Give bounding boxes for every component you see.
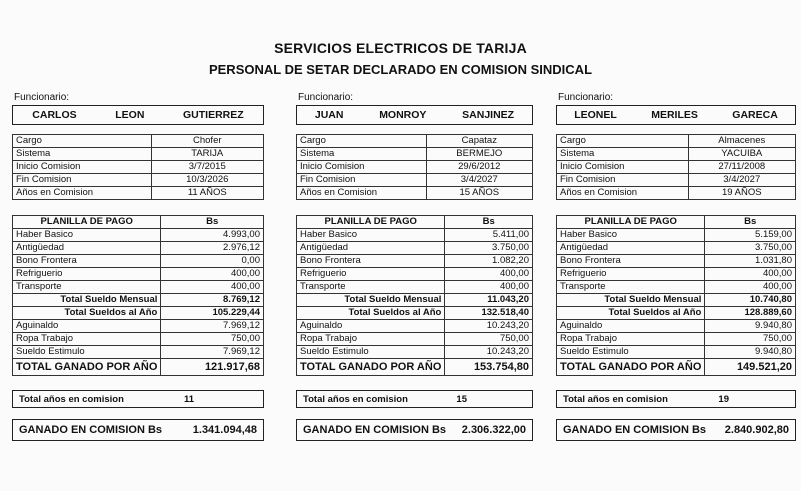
pay-table: [296, 215, 533, 376]
cell-label: Fin Comision: [557, 174, 689, 187]
cell-value: 3/4/2027: [688, 174, 795, 187]
row-total-ganado: [297, 359, 533, 376]
row-refrigerio: [13, 268, 264, 281]
row-haber: [557, 229, 796, 242]
cell-label: Aguinaldo: [557, 320, 705, 333]
cell-value: 10.243,20: [445, 320, 533, 333]
funcionario-name: [556, 105, 796, 125]
total-anios-value: 19: [718, 393, 729, 405]
cell-label: Sistema: [13, 148, 152, 161]
last-name: GARECA: [732, 109, 778, 121]
cell-label: Refriguerio: [557, 268, 705, 281]
middle-name: MERILES: [651, 109, 698, 121]
cell-value: 149.521,20: [705, 359, 796, 376]
row-inicio: [297, 161, 533, 174]
row-total-mensual: [13, 294, 264, 307]
cell-label: Haber Basico: [13, 229, 161, 242]
pay-header: [297, 216, 533, 229]
row-ropa: [297, 333, 533, 346]
row-estimulo: [297, 346, 533, 359]
cell-value: BERMEJO: [426, 148, 532, 161]
row-estimulo: [13, 346, 264, 359]
row-total-ganado: [557, 359, 796, 376]
cell-label: Inicio Comision: [557, 161, 689, 174]
row-antiguedad: [13, 242, 264, 255]
cell-label: Años en Comision: [297, 187, 427, 200]
planilla-header: PLANILLA DE PAGO: [557, 216, 705, 229]
cell-value: 10.243,20: [445, 346, 533, 359]
row-total-anio: [13, 307, 264, 320]
cell-label: Ropa Trabajo: [297, 333, 445, 346]
cell-value: 7.969,12: [161, 320, 264, 333]
cell-label: Total Sueldo Mensual: [557, 294, 705, 307]
cell-label: Cargo: [557, 135, 689, 148]
pay-header: [557, 216, 796, 229]
cell-label: Bono Frontera: [557, 255, 705, 268]
total-anios-label: Total años en comision: [303, 393, 408, 405]
cell-label: Antigüedad: [557, 242, 705, 255]
cell-label: TOTAL GANADO POR AÑO: [297, 359, 445, 376]
funcionario-label: Funcionario:: [558, 92, 614, 103]
cell-value: 1.031,80: [705, 255, 796, 268]
row-sistema: [13, 148, 264, 161]
cell-value: 3/4/2027: [426, 174, 532, 187]
row-total-anio: [557, 307, 796, 320]
funcionario-label: Funcionario:: [14, 92, 70, 103]
row-bono: [557, 255, 796, 268]
cell-label: Años en Comision: [557, 187, 689, 200]
cell-value: 105.229,44: [161, 307, 264, 320]
row-transporte: [557, 281, 796, 294]
cell-label: TOTAL GANADO POR AÑO: [557, 359, 705, 376]
cell-label: Haber Basico: [297, 229, 445, 242]
row-aguinaldo: [13, 320, 264, 333]
first-name: LEONEL: [574, 109, 617, 121]
cell-label: Sueldo Estimulo: [557, 346, 705, 359]
row-bono: [13, 255, 264, 268]
cell-label: Total Sueldo Mensual: [297, 294, 445, 307]
info-table: [12, 134, 264, 200]
cell-label: Aguinaldo: [13, 320, 161, 333]
row-refrigerio: [297, 268, 533, 281]
cell-value: 400,00: [445, 281, 533, 294]
total-anios-box: [556, 390, 796, 408]
cell-value: 1.082,20: [445, 255, 533, 268]
first-name: JUAN: [314, 109, 344, 121]
cell-label: Sueldo Estimulo: [297, 346, 445, 359]
middle-name: MONROY: [379, 109, 427, 121]
row-ropa: [557, 333, 796, 346]
cell-label: Ropa Trabajo: [557, 333, 705, 346]
row-haber: [297, 229, 533, 242]
ganado-comision-value: 2.840.902,80: [724, 424, 789, 436]
cell-value: Chofer: [151, 135, 263, 148]
cell-label: Sistema: [557, 148, 689, 161]
row-sistema: [297, 148, 533, 161]
ganado-comision-box: [556, 419, 796, 441]
cell-label: Refriguerio: [13, 268, 161, 281]
row-bono: [297, 255, 533, 268]
ganado-comision-box: [12, 419, 264, 441]
cell-label: Transporte: [297, 281, 445, 294]
row-sistema: [557, 148, 796, 161]
ganado-comision-label: GANADO EN COMISION Bs: [303, 424, 447, 436]
cell-label: Haber Basico: [557, 229, 705, 242]
cell-value: Almacenes: [688, 135, 795, 148]
pay-table: [556, 215, 796, 376]
cell-label: Total Sueldos al Año: [557, 307, 705, 320]
cell-label: Transporte: [13, 281, 161, 294]
row-inicio: [13, 161, 264, 174]
row-antiguedad: [557, 242, 796, 255]
row-anios: [13, 187, 264, 200]
cell-value: 9.940,80: [705, 346, 796, 359]
cell-label: TOTAL GANADO POR AÑO: [13, 359, 161, 376]
funcionario-column: [556, 0, 796, 491]
cell-value: 29/6/2012: [426, 161, 532, 174]
row-total-mensual: [297, 294, 533, 307]
planilla-header: PLANILLA DE PAGO: [297, 216, 445, 229]
row-total-anio: [297, 307, 533, 320]
cell-label: Cargo: [13, 135, 152, 148]
row-total-ganado: [13, 359, 264, 376]
cell-value: 15 AÑOS: [426, 187, 532, 200]
cell-value: 132.518,40: [445, 307, 533, 320]
pay-table: [12, 215, 264, 376]
cell-label: Sueldo Estimulo: [13, 346, 161, 359]
cell-value: 750,00: [161, 333, 264, 346]
row-ropa: [13, 333, 264, 346]
info-table: [556, 134, 796, 200]
total-anios-box: [296, 390, 533, 408]
cell-value: 11 AÑOS: [151, 187, 263, 200]
cell-value: TARIJA: [151, 148, 263, 161]
bs-header: Bs: [445, 216, 533, 229]
total-anios-value: 11: [183, 393, 194, 405]
cell-label: Antigüedad: [13, 242, 161, 255]
cell-value: 400,00: [161, 281, 264, 294]
cell-value: 3/7/2015: [151, 161, 263, 174]
row-transporte: [297, 281, 533, 294]
row-antiguedad: [297, 242, 533, 255]
bs-header: Bs: [705, 216, 796, 229]
ganado-comision-value: 2.306.322,00: [461, 424, 526, 436]
cell-value: 400,00: [445, 268, 533, 281]
funcionario-label: Funcionario:: [298, 92, 354, 103]
row-cargo: [13, 135, 264, 148]
cell-label: Aguinaldo: [297, 320, 445, 333]
cell-label: Fin Comision: [297, 174, 427, 187]
row-cargo: [297, 135, 533, 148]
pay-header: [13, 216, 264, 229]
cell-value: 7.969,12: [161, 346, 264, 359]
cell-label: Bono Frontera: [297, 255, 445, 268]
cell-value: 750,00: [445, 333, 533, 346]
funcionario-column: [296, 0, 533, 491]
row-fin: [557, 174, 796, 187]
funcionario-column: [12, 0, 264, 491]
cell-label: Cargo: [297, 135, 427, 148]
total-anios-box: [12, 390, 264, 408]
cell-label: Transporte: [557, 281, 705, 294]
cell-label: Refriguerio: [297, 268, 445, 281]
row-fin: [297, 174, 533, 187]
cell-label: Inicio Comision: [297, 161, 427, 174]
cell-label: Fin Comision: [13, 174, 152, 187]
cell-value: YACUIBA: [688, 148, 795, 161]
cell-value: 19 AÑOS: [688, 187, 795, 200]
row-estimulo: [557, 346, 796, 359]
cell-value: 4.993,00: [161, 229, 264, 242]
cell-label: Bono Frontera: [13, 255, 161, 268]
cell-value: 400,00: [705, 281, 796, 294]
cell-value: 128.889,60: [705, 307, 796, 320]
row-cargo: [557, 135, 796, 148]
cell-value: 5.411,00: [445, 229, 533, 242]
page-title: SERVICIOS ELECTRICOS DE TARIJA: [274, 40, 527, 56]
cell-value: 400,00: [705, 268, 796, 281]
funcionario-name: [12, 105, 264, 125]
cell-value: 10/3/2026: [151, 174, 263, 187]
row-refrigerio: [557, 268, 796, 281]
cell-value: 10.740,80: [705, 294, 796, 307]
cell-value: 11.043,20: [445, 294, 533, 307]
cell-value: 3.750,00: [705, 242, 796, 255]
cell-value: 0,00: [161, 255, 264, 268]
cell-value: 8.769,12: [161, 294, 264, 307]
cell-value: 153.754,80: [445, 359, 533, 376]
cell-label: Antigüedad: [297, 242, 445, 255]
row-aguinaldo: [557, 320, 796, 333]
cell-label: Años en Comision: [13, 187, 152, 200]
cell-value: Capataz: [426, 135, 532, 148]
cell-value: 121.917,68: [161, 359, 264, 376]
ganado-comision-label: GANADO EN COMISION Bs: [19, 424, 163, 436]
cell-value: 27/11/2008: [688, 161, 795, 174]
first-name: CARLOS: [32, 109, 77, 121]
funcionario-name: [296, 105, 533, 125]
cell-value: 2.976,12: [161, 242, 264, 255]
info-table: [296, 134, 533, 200]
ganado-comision-value: 1.341.094,48: [192, 424, 257, 436]
total-anios-label: Total años en comision: [19, 393, 124, 405]
row-inicio: [557, 161, 796, 174]
ganado-comision-label: GANADO EN COMISION Bs: [563, 424, 707, 436]
total-anios-value: 15: [456, 393, 467, 405]
row-fin: [13, 174, 264, 187]
cell-value: 400,00: [161, 268, 264, 281]
ganado-comision-box: [296, 419, 533, 441]
total-anios-label: Total años en comision: [563, 393, 668, 405]
cell-value: 750,00: [705, 333, 796, 346]
last-name: SANJINEZ: [462, 109, 515, 121]
cell-label: Sistema: [297, 148, 427, 161]
cell-label: Total Sueldos al Año: [13, 307, 161, 320]
bs-header: Bs: [161, 216, 264, 229]
cell-label: Total Sueldos al Año: [297, 307, 445, 320]
cell-value: 3.750,00: [445, 242, 533, 255]
cell-value: 5.159,00: [705, 229, 796, 242]
planilla-header: PLANILLA DE PAGO: [13, 216, 161, 229]
row-anios: [297, 187, 533, 200]
cell-label: Ropa Trabajo: [13, 333, 161, 346]
cell-label: Inicio Comision: [13, 161, 152, 174]
row-transporte: [13, 281, 264, 294]
row-haber: [13, 229, 264, 242]
row-aguinaldo: [297, 320, 533, 333]
row-anios: [557, 187, 796, 200]
cell-label: Total Sueldo Mensual: [13, 294, 161, 307]
middle-name: LEON: [115, 109, 145, 121]
last-name: GUTIERREZ: [183, 109, 244, 121]
cell-value: 9.940,80: [705, 320, 796, 333]
row-total-mensual: [557, 294, 796, 307]
page-subtitle: PERSONAL DE SETAR DECLARADO EN COMISION SINDICAL: [208, 62, 593, 77]
